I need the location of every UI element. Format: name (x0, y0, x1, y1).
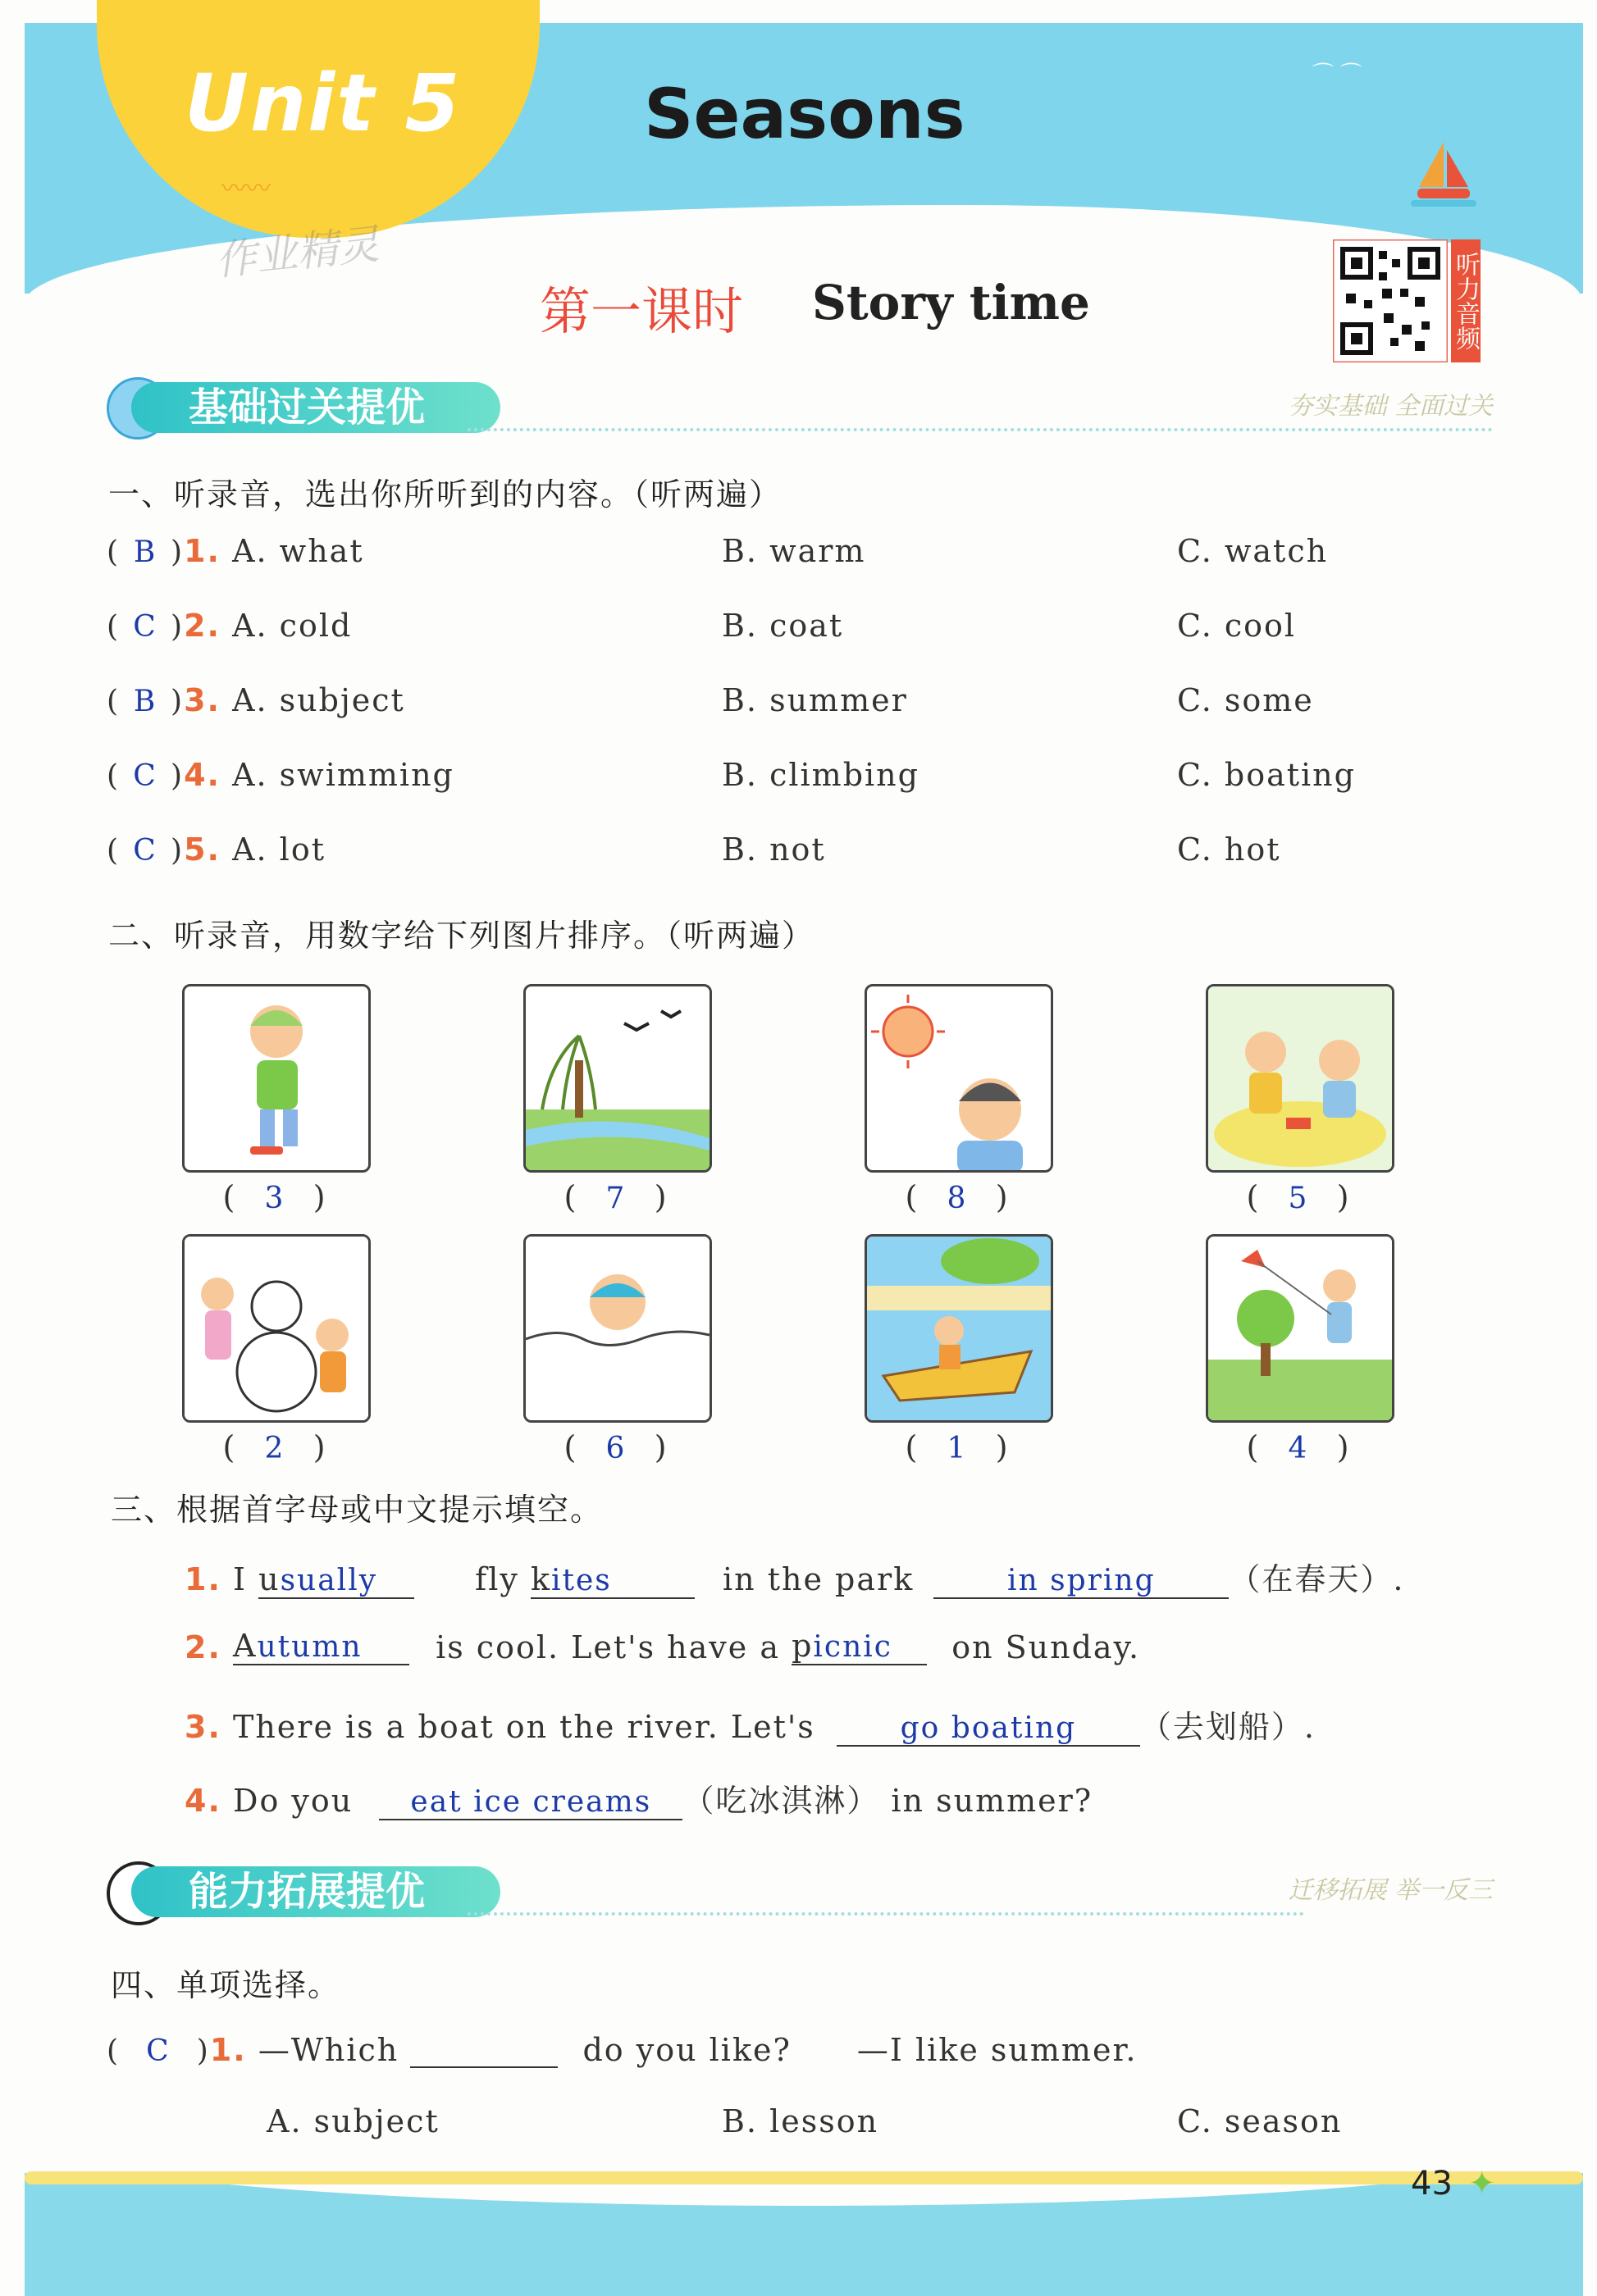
question-text: —I like summer. (856, 2032, 1138, 2068)
swimming-boy-icon (523, 1234, 712, 1423)
picture-order: ( 7 ) (564, 1179, 667, 1215)
picture-order: ( 2 ) (222, 1429, 326, 1465)
answer-blank[interactable] (379, 1783, 682, 1820)
order-number: 5 (1288, 1182, 1307, 1215)
footer-stripe (25, 2171, 1583, 2184)
watermark: 作业精灵 (212, 220, 381, 285)
order-number: 4 (1288, 1432, 1307, 1465)
line-text: Do you (232, 1783, 354, 1819)
lesson-title-en: Story time (812, 275, 1090, 330)
picture-order: ( 8 ) (905, 1179, 1008, 1215)
mc-row: ( C )5. A. lot B. not C. hot (107, 831, 1281, 868)
answer-text: utumn (257, 1630, 363, 1664)
answer-letter: B (133, 535, 157, 569)
picture-cell (865, 984, 1053, 1215)
mc-option[interactable]: B. lesson (722, 2103, 879, 2139)
section-basic-header (107, 377, 1493, 443)
dotted-divider (468, 1912, 1304, 1916)
picture-cell (865, 1234, 1053, 1465)
section-tag: 迁移拓展 举一反三 (1288, 1876, 1493, 1905)
fill-line-4 (185, 1775, 1093, 1820)
hot-sun-boy-icon (865, 984, 1053, 1173)
question-number: 1. (209, 2032, 247, 2068)
hint-letter: u (258, 1561, 281, 1597)
answer-text: sually (280, 1564, 378, 1597)
fill-line-3 (185, 1702, 1316, 1747)
picture-order: ( 5 ) (1246, 1179, 1349, 1215)
section-banner: 基础过关提优 (131, 382, 500, 433)
fill-line-1 (185, 1554, 1404, 1599)
answer-blank[interactable] (258, 1561, 414, 1599)
kite-flying-boy-icon (1206, 1234, 1394, 1423)
answer-letter: C (133, 759, 157, 793)
answer-text: go boating (900, 1711, 1077, 1745)
dotted-divider (468, 428, 1493, 431)
mc-row: ( B )3. A. subject B. summer C. some (107, 682, 1314, 718)
answer-text: ites (550, 1564, 612, 1597)
boating-girl-icon (865, 1234, 1053, 1423)
order-number: 3 (264, 1182, 284, 1215)
option-a[interactable]: A. lot (232, 831, 326, 868)
line-text: I (232, 1561, 259, 1597)
picture-order: ( 6 ) (564, 1429, 667, 1465)
line-text: （去划船）. (1139, 1709, 1316, 1745)
mc-row: ( C )4. A. swimming B. climbing C. boating (107, 757, 1356, 793)
audio-qr-block[interactable] (1333, 239, 1481, 362)
option-a[interactable]: A. subject (232, 682, 405, 718)
option-b[interactable]: B. not (722, 831, 826, 868)
hint-letter: A (232, 1628, 258, 1664)
option-b[interactable]: B. climbing (722, 757, 919, 793)
audio-label: 听力音频 (1451, 239, 1481, 362)
option-a[interactable]: A. swimming (232, 757, 454, 793)
question-number: 2. (184, 608, 221, 644)
option-c[interactable]: C. cool (1177, 608, 1297, 644)
unit-title: Unit 5 (185, 57, 462, 149)
option-b[interactable]: B. warm (722, 533, 866, 569)
option-a[interactable]: A. what (232, 533, 364, 569)
answer-blank[interactable] (837, 1709, 1140, 1747)
page-number: 43 (1411, 2165, 1453, 2203)
answer-blank[interactable] (531, 1561, 695, 1599)
question-number: 1. (185, 1561, 221, 1597)
part4-instruction: 四、单项选择。 (111, 1967, 341, 2003)
lesson-title-cn: 第一课时 (540, 281, 744, 341)
picture-cell (182, 1234, 371, 1465)
option-c[interactable]: C. watch (1177, 533, 1329, 569)
line-text: There is a boat on the river. Let's (232, 1709, 815, 1745)
wave-deco-icon: 〰〰 (221, 175, 271, 203)
hint-letter: k (530, 1561, 551, 1597)
star-icon: ✦ (1468, 2165, 1496, 2203)
section-ability-header (107, 1861, 1493, 1927)
picture-cell (182, 984, 371, 1215)
answer-text: in spring (1007, 1564, 1156, 1597)
part1-instruction: 一、听录音，选出你所听到的内容。（听两遍） (108, 476, 783, 512)
picture-cell (523, 984, 712, 1215)
option-b[interactable]: B. summer (722, 682, 908, 718)
mc-row: ( C )2. A. cold B. coat C. cool (107, 608, 1297, 644)
picture-order: ( 1 ) (905, 1429, 1008, 1465)
fill-line-2 (185, 1628, 1140, 1665)
question-number: 3. (184, 682, 221, 718)
order-number: 2 (264, 1432, 284, 1465)
answer-letter: C (146, 2034, 171, 2068)
sailboat-icon (1411, 138, 1476, 212)
answer-blank[interactable] (233, 1628, 409, 1665)
page-title: Seasons (644, 74, 965, 154)
answer-letter: C (133, 610, 157, 644)
section-banner: 能力拓展提优 (131, 1866, 500, 1917)
question-number: 2. (185, 1629, 221, 1665)
picture-order: ( 4 ) (1246, 1429, 1349, 1465)
line-text: on Sunday. (951, 1629, 1141, 1665)
question-number: 5. (184, 831, 221, 868)
picture-order: ( 3 ) (222, 1179, 326, 1215)
part2-instruction: 二、听录音，用数字给下列图片排序。（听两遍） (108, 918, 815, 954)
answer-blank[interactable] (933, 1561, 1229, 1599)
option-a[interactable]: A. cold (232, 608, 353, 644)
line-text: fly (475, 1561, 531, 1597)
picnic-kids-icon (1206, 984, 1394, 1173)
picture-cell (523, 1234, 712, 1465)
order-number: 1 (947, 1432, 966, 1465)
mc-question-1: ( C )1. —Which do you like? —I like summer. (107, 2032, 1138, 2068)
snowman-kids-icon (182, 1234, 371, 1423)
line-text: in the park (723, 1561, 915, 1597)
option-c[interactable]: C. boating (1177, 757, 1356, 793)
question-text: —Which (258, 2032, 399, 2068)
answer-text: eat ice creams (410, 1785, 652, 1819)
picture-cell (1206, 984, 1394, 1215)
qr-code-icon[interactable] (1333, 239, 1448, 362)
picture-cell (1206, 1234, 1394, 1465)
question-number: 4. (184, 757, 221, 793)
answer-blank[interactable] (792, 1628, 927, 1665)
windy-tree-birds-icon (523, 984, 712, 1173)
order-number: 8 (947, 1182, 966, 1215)
mc-row: ( B )1. A. what B. warm C. watch (107, 533, 1329, 569)
section-tag: 夯实基础 全面过关 (1288, 392, 1493, 421)
option-c[interactable]: C. some (1177, 682, 1314, 718)
question-number: 1. (184, 533, 221, 569)
part3-instruction: 三、根据首字母或中文提示填空。 (111, 1492, 604, 1528)
line-text: （在春天）. (1229, 1561, 1405, 1597)
question-number: 3. (185, 1709, 221, 1745)
answer-letter: C (133, 834, 157, 868)
answer-letter: B (133, 685, 157, 718)
answer-blank[interactable] (410, 2034, 558, 2068)
option-b[interactable]: B. coat (722, 608, 844, 644)
answer-text: icnic (813, 1630, 892, 1664)
order-number: 7 (605, 1182, 625, 1215)
question-number: 4. (185, 1783, 221, 1819)
line-text: （吃冰淇淋） in summer? (682, 1783, 1093, 1819)
mc-option[interactable]: C. season (1177, 2103, 1343, 2139)
birds-icon: ⌒ ⌒ (1312, 62, 1362, 87)
hint-letter: p (792, 1628, 814, 1664)
mc-option[interactable]: A. subject (267, 2103, 440, 2139)
roller-skating-boy-icon (182, 984, 371, 1173)
picture-grid (182, 984, 1412, 1476)
question-text: do you like? (582, 2032, 792, 2068)
line-text: is cool. Let's have a (436, 1629, 792, 1665)
option-c[interactable]: C. hot (1177, 831, 1281, 868)
order-number: 6 (605, 1432, 625, 1465)
